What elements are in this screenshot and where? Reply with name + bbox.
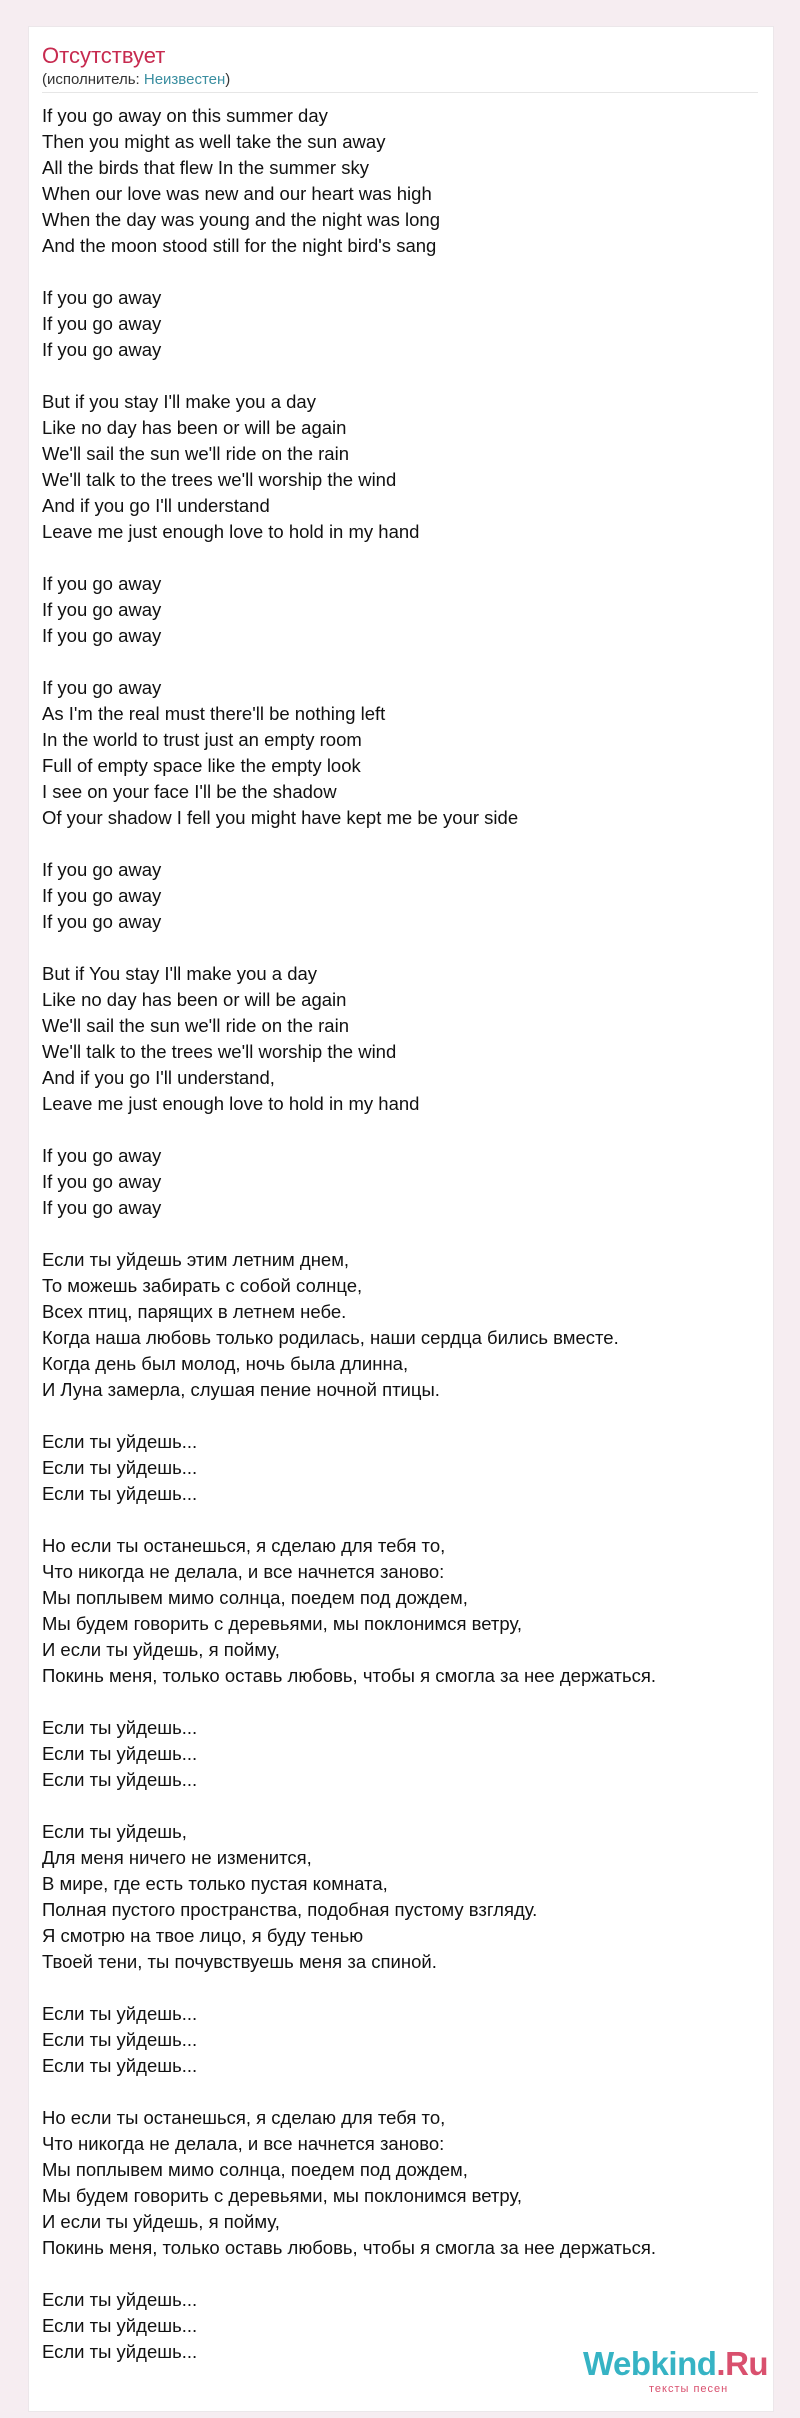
lyric-line: But if You stay I'll make you a day [42, 963, 318, 984]
lyric-line: We'll sail the sun we'll ride on the rain [42, 443, 349, 464]
lyric-line: Если ты уйдешь... [42, 2289, 198, 2310]
header-divider [42, 92, 758, 93]
lyric-line: Если ты уйдешь... [42, 1431, 198, 1452]
byline-suffix: ) [225, 71, 231, 88]
lyric-line: We'll talk to the trees we'll worship the wind [42, 469, 397, 490]
byline-prefix: (исполнитель: [42, 71, 144, 88]
lyric-line: If you go away [42, 885, 162, 906]
lyric-line: В мире, где есть только пустая комната, [42, 1873, 388, 1894]
lyric-line: Если ты уйдешь... [42, 2341, 198, 2362]
lyric-line: Если ты уйдешь, [42, 1821, 187, 1842]
lyric-line: And the moon stood still for the night bird's sang [42, 235, 437, 256]
lyric-line: Мы поплывем мимо солнца, поедем под дождем, [42, 1587, 468, 1608]
lyric-line: Покинь меня, только оставь любовь, чтобы я смогла за нее держаться. [42, 2237, 657, 2258]
artist-byline [42, 70, 230, 90]
lyric-line: И если ты уйдешь, я пойму, [42, 2211, 280, 2232]
stanza-gap [42, 363, 758, 389]
lyric-line: Но если ты останешься, я сделаю для тебя то, [42, 2107, 446, 2128]
stanza-gap [42, 2261, 758, 2287]
lyric-line: Когда день был молод, ночь была длинна, [42, 1353, 409, 1374]
lyric-line: As I'm the real must there'll be nothing left [42, 703, 386, 724]
lyric-line: То можешь забирать с собой солнце, [42, 1275, 363, 1296]
lyric-line: If you go away on this summer day [42, 105, 328, 126]
lyric-line: Но если ты останешься, я сделаю для тебя то, [42, 1535, 446, 1556]
lyric-line: Всех птиц, парящих в летнем небе. [42, 1301, 347, 1322]
lyric-line: If you go away [42, 677, 162, 698]
lyric-line: Then you might as well take the sun away [42, 131, 386, 152]
stanza-gap [42, 1689, 758, 1715]
stanza-gap [42, 1221, 758, 1247]
lyric-line: Leave me just enough love to hold in my hand [42, 521, 420, 542]
lyric-line: Я смотрю на твое лицо, я буду тенью [42, 1925, 364, 1946]
lyric-line: Full of empty space like the empty look [42, 755, 361, 776]
lyric-line: Leave me just enough love to hold in my hand [42, 1093, 420, 1114]
lyric-line: When the day was young and the night was long [42, 209, 441, 230]
lyric-line: Что никогда не делала, и все начнется заново: [42, 1561, 445, 1582]
lyric-line: Когда наша любовь только родилась, наши сердца бились вместе. [42, 1327, 619, 1348]
lyric-line: Если ты уйдешь... [42, 1743, 198, 1764]
lyric-line: If you go away [42, 1145, 162, 1166]
logo-wordmark [583, 2345, 768, 2383]
lyric-line: If you go away [42, 859, 162, 880]
lyric-line: But if you stay I'll make you a day [42, 391, 316, 412]
lyric-line: If you go away [42, 573, 162, 594]
lyric-line: If you go away [42, 287, 162, 308]
lyric-line: Мы будем говорить с деревьями, мы поклонимся ветру, [42, 1613, 523, 1634]
lyric-line: И если ты уйдешь, я пойму, [42, 1639, 280, 1660]
lyric-line: Покинь меня, только оставь любовь, чтобы я смогла за нее держаться. [42, 1665, 657, 1686]
lyric-line: Like no day has been or will be again [42, 417, 347, 438]
stanza-gap [42, 649, 758, 675]
stanza-gap [42, 545, 758, 571]
lyric-line: Мы поплывем мимо солнца, поедем под дождем, [42, 2159, 468, 2180]
lyric-line: Если ты уйдешь этим летним днем, [42, 1249, 350, 1270]
lyric-line: Если ты уйдешь... [42, 1717, 198, 1738]
lyric-line: If you go away [42, 339, 162, 360]
lyric-line: And if you go I'll understand, [42, 1067, 275, 1088]
lyric-line: If you go away [42, 1171, 162, 1192]
lyric-line: Для меня ничего не изменится, [42, 1847, 312, 1868]
lyric-line: Твоей тени, ты почувствуешь меня за спиной. [42, 1951, 437, 1972]
stanza-gap [42, 831, 758, 857]
stanza-gap [42, 2079, 758, 2105]
lyric-line: Что никогда не делала, и все начнется заново: [42, 2133, 445, 2154]
lyric-line: If you go away [42, 625, 162, 646]
lyric-line: Если ты уйдешь... [42, 2315, 198, 2336]
lyric-line: Полная пустого пространства, подобная пустому взгляду. [42, 1899, 538, 1920]
stanza-gap [42, 259, 758, 285]
lyric-line: Like no day has been or will be again [42, 989, 347, 1010]
logo-tld-text: .Ru [716, 2345, 769, 2382]
lyric-line: Если ты уйдешь... [42, 1457, 198, 1478]
logo-main-text: Webkind [583, 2345, 717, 2382]
logo-tagline: тексты песен [649, 2383, 729, 2395]
lyric-line: We'll talk to the trees we'll worship the wind [42, 1041, 397, 1062]
stanza-gap [42, 1793, 758, 1819]
lyric-line: We'll sail the sun we'll ride on the rain [42, 1015, 349, 1036]
lyric-line: I see on your face I'll be the shadow [42, 781, 337, 802]
lyric-line: Если ты уйдешь... [42, 2055, 198, 2076]
lyric-line: Если ты уйдешь... [42, 1769, 198, 1790]
lyric-line: If you go away [42, 1197, 162, 1218]
stanza-gap [42, 1507, 758, 1533]
lyrics-body [42, 103, 758, 2365]
webkind-logo[interactable] [583, 2345, 773, 2397]
lyric-line: If you go away [42, 911, 162, 932]
lyric-line: Если ты уйдешь... [42, 1483, 198, 1504]
artist-link[interactable]: Неизвестен [143, 71, 226, 88]
lyric-line: All the birds that flew In the summer sky [42, 157, 369, 178]
stanza-gap [42, 935, 758, 961]
stanza-gap [42, 1117, 758, 1143]
lyric-line: Если ты уйдешь... [42, 2029, 198, 2050]
lyric-line: Of your shadow I fell you might have kept me be your side [42, 807, 519, 828]
lyric-line: И Луна замерла, слушая пение ночной птицы. [42, 1379, 440, 1400]
lyric-line: When our love was new and our heart was high [42, 183, 432, 204]
stanza-gap [42, 1975, 758, 2001]
lyric-line: If you go away [42, 313, 162, 334]
lyric-line: If you go away [42, 599, 162, 620]
stanza-gap [42, 1403, 758, 1429]
lyric-line: In the world to trust just an empty room [42, 729, 362, 750]
lyric-line: Мы будем говорить с деревьями, мы поклонимся ветру, [42, 2185, 523, 2206]
lyric-line: And if you go I'll understand [42, 495, 270, 516]
lyric-line: Если ты уйдешь... [42, 2003, 198, 2024]
song-title: Отсутствует [42, 43, 166, 68]
